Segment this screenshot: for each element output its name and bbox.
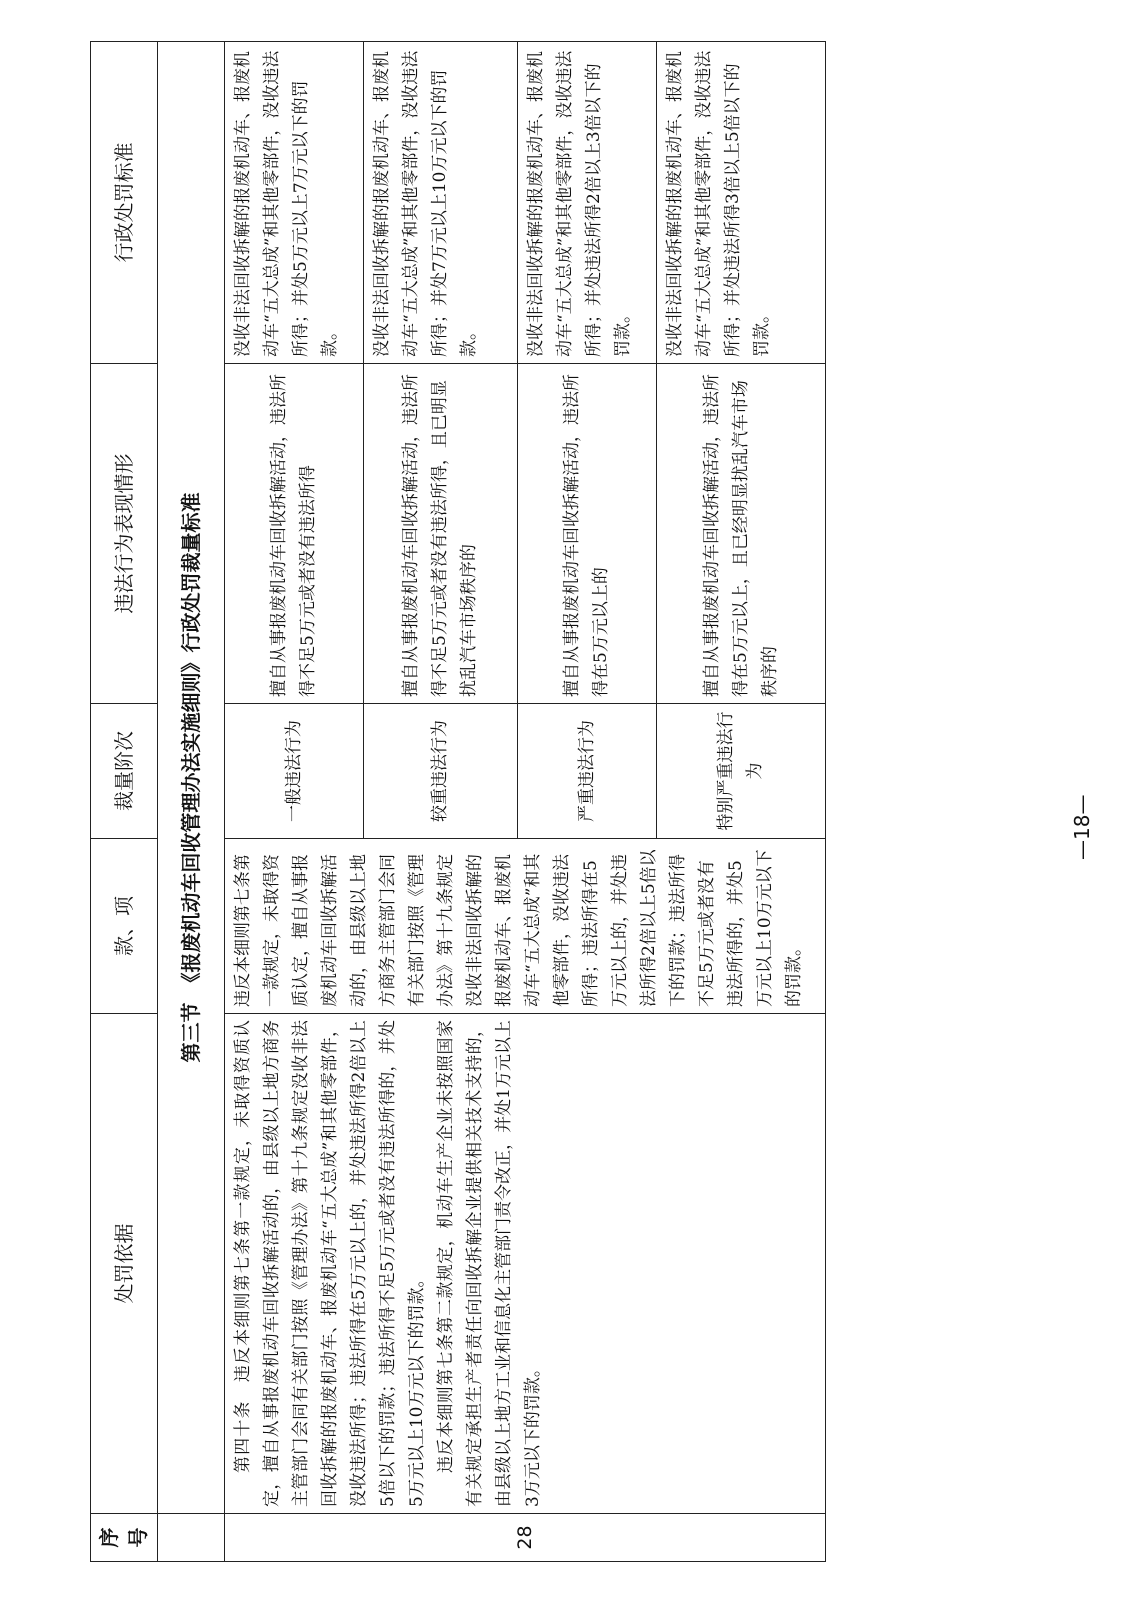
header-basis: 处罚依据 xyxy=(91,1014,158,1514)
standard-cell: 没收非法回收拆解的报废机动车、报废机动车“五大总成”和其他零部件，没收违法所得；并处违法所得2倍以上3倍以下的罚款。 xyxy=(518,42,657,364)
penalty-table xyxy=(90,41,826,1562)
header-row xyxy=(91,42,158,1562)
section-title: 第三节 《报废机动车回收管理办法实施细则》行政处罚裁量标准 xyxy=(158,42,225,1514)
situation-cell: 擅自从事报废机动车回收拆解活动，违法所得在5万元以上，且已经明显扰乱汽车市场秩序的 xyxy=(657,364,826,704)
header-situation: 违法行为表现情形 xyxy=(91,364,158,704)
situation-cell: 擅自从事报废机动车回收拆解活动，违法所得不足5万元或者没有违法所得，且已明显扰乱汽车市场秩序的 xyxy=(364,364,518,704)
row-seq: 28 xyxy=(225,1514,826,1562)
page-number: —18— xyxy=(1070,794,1094,860)
level-cell: 一般违法行为 xyxy=(225,704,364,839)
clause-cell: 违反本细则第七条第一款规定，未取得资质认定，擅自从事报废机动车回收拆解活动的，由县级以上地方商务主管部门会同有关部门按照《管理办法》第十九条规定没收非法回收拆解的报废机动车、报废机动车“五大总成”和其他零部件，没收违法所得；违法所得在5万元以上的，并处违法所得2倍以上5倍以下的罚款；违法所得不足5万元或者没有违法所得的，并处5万元以上10万元以下的罚款。 xyxy=(225,839,826,1014)
standard-cell: 没收非法回收拆解的报废机动车、报废机动车“五大总成”和其他零部件，没收违法所得；并处违法所得3倍以上5倍以下的罚款。 xyxy=(657,42,826,364)
header-clause: 款、项 xyxy=(91,839,158,1014)
header-seq: 序号 xyxy=(91,1514,158,1562)
situation-cell: 擅自从事报废机动车回收拆解活动，违法所得在5万元以上的 xyxy=(518,364,657,704)
level-cell: 特别严重违法行为 xyxy=(657,704,826,839)
standard-cell: 没收非法回收拆解的报废机动车、报废机动车“五大总成”和其他零部件，没收违法所得；并处5万元以上7万元以下的罚款。 xyxy=(225,42,364,364)
standard-cell: 没收非法回收拆解的报废机动车、报废机动车“五大总成”和其他零部件，没收违法所得；并处7万元以上10万元以下的罚款。 xyxy=(364,42,518,364)
header-level: 裁量阶次 xyxy=(91,704,158,839)
level-cell: 较重违法行为 xyxy=(364,704,518,839)
situation-cell: 擅自从事报废机动车回收拆解活动，违法所得不足5万元或者没有违法所得 xyxy=(225,364,364,704)
section-row xyxy=(158,42,225,1562)
penalty-basis xyxy=(225,1014,826,1514)
level-cell: 严重违法行为 xyxy=(518,704,657,839)
basis-paragraph: 违反本细则第七条第二款规定，机动车生产企业未按照国家有关规定承担生产者责任向回收拆解企业提供相关技术支持的，由县级以上地方工业和信息化主管部门责令改正，并处1万元以上3万元以下的罚款。 xyxy=(436,1020,543,1507)
header-standard: 行政处罚标准 xyxy=(91,42,158,364)
basis-paragraph: 第四十条 违反本细则第七条第一款规定，未取得资质认定，擅自从事报废机动车回收拆解活动的，由县级以上地方商务主管部门会同有关部门按照《管理办法》第十九条规定没收非法回收拆解的报废机动车、报废机动车“五大总成”和其他零部件，没收违法所得；违法所得在5万元以上的，并处违法所得2倍以上5倍以下的罚款；违法所得不足5万元或者没有违法所得的，并处5万元以上10万元以下的罚款。 xyxy=(233,1020,427,1507)
table-row xyxy=(225,42,364,1562)
